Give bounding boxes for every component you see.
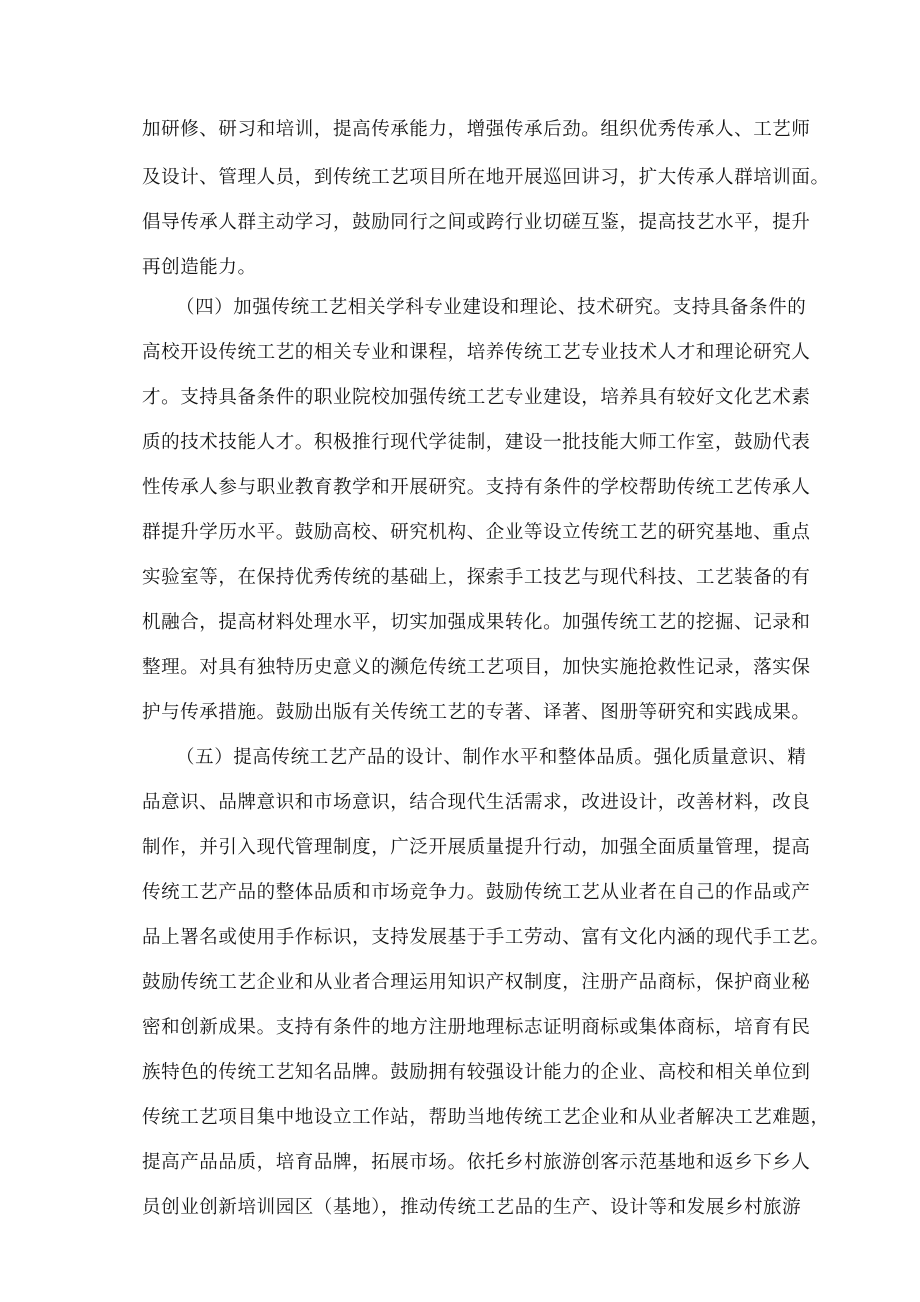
- text-line: 机融合，提高材料处理水平，切实加强成果转化。加强传统工艺的挖掘、记录和: [142, 612, 811, 633]
- text-line: 护与传承措施。鼓励出版有关传统工艺的专著、译著、图册等研究和实践成果。: [142, 702, 811, 723]
- text-line: 质的技术技能人才。积极推行现代学徒制，建设一批技能大师工作室，鼓励代表: [142, 432, 811, 453]
- section-heading-4: （四）加强传统工艺相关学科专业建设和理论、技术研究。支持具备条件的: [176, 297, 807, 318]
- text-line: 加研修、研习和培训，提高传承能力，增强传承后劲。组织优秀传承人、工艺师: [142, 119, 811, 140]
- text-line: 群提升学历水平。鼓励高校、研究机构、企业等设立传统工艺的研究基地、重点: [142, 522, 811, 543]
- text-line: 传统工艺产品的整体品质和市场竞争力。鼓励传统工艺从业者在自己的作品或产: [142, 882, 811, 903]
- text-line: 鼓励传统工艺企业和从业者合理运用知识产权制度，注册产品商标，保护商业秘: [142, 972, 811, 993]
- text-line: 及设计、管理人员，到传统工艺项目所在地开展巡回讲习，扩大传承人群培训面。: [142, 167, 830, 188]
- text-line: 制作，并引入现代管理制度，广泛开展质量提升行动，加强全面质量管理，提高: [142, 837, 811, 858]
- text-line: 才。支持具备条件的职业院校加强传统工艺专业建设，培养具有较好文化艺术素: [142, 387, 811, 408]
- text-line: 再创造能力。: [142, 257, 257, 278]
- text-line: 提高产品品质，培育品牌，拓展市场。依托乡村旅游创客示范基地和返乡下乡人: [142, 1152, 811, 1173]
- text-line: 实验室等，在保持优秀传统的基础上，探索手工技艺与现代科技、工艺装备的有: [142, 567, 811, 588]
- text-line: 倡导传承人群主动学习，鼓励同行之间或跨行业切磋互鉴，提高技艺水平，提升: [142, 212, 811, 233]
- text-line: 高校开设传统工艺的相关专业和课程，培养传统工艺专业技术人才和理论研究人: [142, 342, 811, 363]
- text-line: 整理。对具有独特历史意义的濒危传统工艺项目，加快实施抢救性记录，落实保: [142, 657, 811, 678]
- text-line: 密和创新成果。支持有条件的地方注册地理标志证明商标或集体商标，培育有民: [142, 1017, 811, 1038]
- section-heading-5: （五）提高传统工艺产品的设计、制作水平和整体品质。强化质量意识、精: [176, 747, 807, 768]
- text-line: 性传承人参与职业教育教学和开展研究。支持有条件的学校帮助传统工艺传承人: [142, 477, 811, 498]
- text-line: 品意识、品牌意识和市场意识，结合现代生活需求，改进设计，改善材料，改良: [142, 792, 811, 813]
- text-line: 族特色的传统工艺知名品牌。鼓励拥有较强设计能力的企业、高校和相关单位到: [142, 1062, 811, 1083]
- text-line: 员创业创新培训园区（基地），推动传统工艺品的生产、设计等和发展乡村旅游: [142, 1197, 802, 1218]
- text-line: 品上署名或使用手作标识，支持发展基于手工劳动、富有文化内涵的现代手工艺。: [142, 927, 830, 948]
- text-line: 传统工艺项目集中地设立工作站，帮助当地传统工艺企业和从业者解决工艺难题，: [142, 1107, 830, 1128]
